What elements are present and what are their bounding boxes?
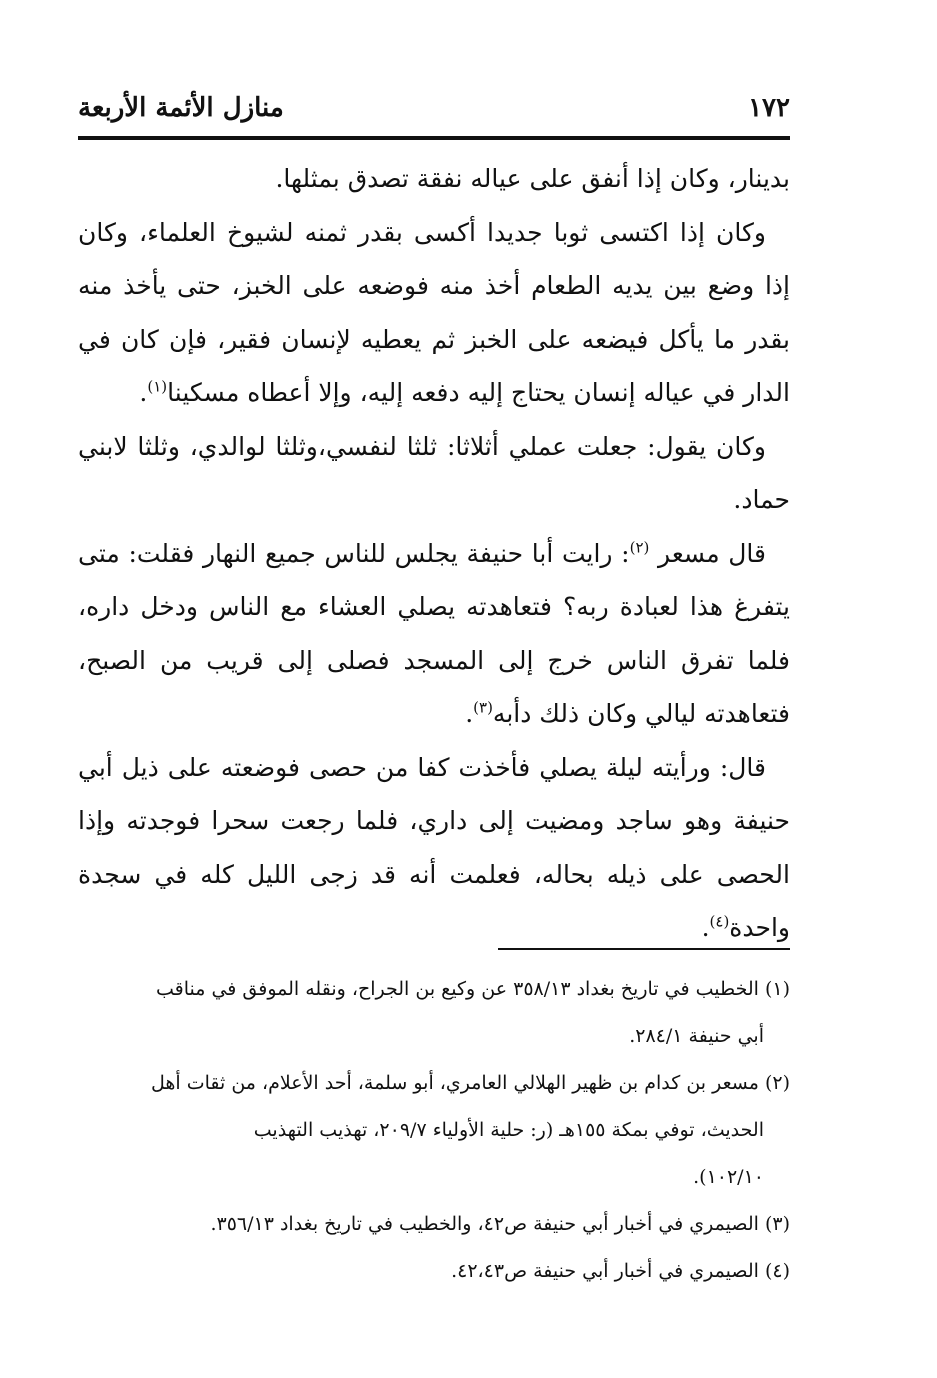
paragraph-5-text: قال: ورأيته ليلة يصلي فأخذت كفا من حصى فوضعته على ذيل أبي حنيفة وهو ساجد ومضيت إلى داري، فلما رجعت سحرا فوجدته وإذا الحصى على ذيله بحاله، فعلمت أنه قد زجى الليل كله في سجدة واحدة	[78, 752, 790, 942]
footnote-ref-1: (١)	[147, 377, 168, 396]
page-number: ١٧٢	[748, 93, 790, 123]
paragraph-2	[78, 206, 790, 420]
footnote-2	[78, 1060, 790, 1107]
footnote-1-line-2: أبي حنيفة ٢٨٤/١.	[629, 1025, 764, 1047]
footnote-3-text: (٣) الصيمري في أخبار أبي حنيفة ص٤٢، والخطيب في تاريخ بغداد ٣٥٦/١٣.	[210, 1213, 790, 1235]
paragraph-5	[78, 741, 790, 955]
footnote-1-line-1: (١) الخطيب في تاريخ بغداد ٣٥٨/١٣ عن وكيع بن الجراح، ونقله الموفق في مناقب	[155, 978, 790, 1000]
footnote-2-line-3: ١٠٢/١٠).	[693, 1166, 764, 1188]
paragraph-1	[78, 152, 790, 206]
footnote-ref-4: (٤)	[709, 912, 730, 931]
paragraph-4-start: قال مسعر	[658, 538, 766, 568]
footnote-1-continued	[78, 1013, 790, 1060]
paragraph-4-text: : رايت أبا حنيفة يجلس للناس جميع النهار فقلت: متى يتفرغ هذا لعبادة ربه؟ فتعاهدته يصلي العشاء مع الناس ودخل داره، فلما تفرق الناس خرج إلى المسجد فصلى إلى قريب من الصبح، فتعاهدته ليالي وكان ذلك دأبه	[78, 538, 790, 728]
footnote-1	[78, 966, 790, 1013]
footnote-rule	[498, 948, 790, 950]
footnote-2-line-1: (٢) مسعر بن كدام بن ظهير الهلالي العامري، أبو سلمة، أحد الأعلام، من ثقات أهل	[151, 1072, 790, 1094]
paragraph-4-end: .	[465, 699, 474, 728]
footnote-2-continued-2	[78, 1154, 790, 1201]
footnote-3	[78, 1201, 790, 1248]
footnote-ref-3: (٣)	[473, 698, 493, 717]
footnote-2-line-2: الحديث، توفي بمكة ١٥٥هـ (ر: حلية الأولياء ٢٠٩/٧، تهذيب التهذيب	[253, 1119, 764, 1141]
paragraph-1-text: بدينار، وكان إذا أنفق على عياله نفقة تصدق بمثلها.	[275, 164, 790, 193]
page-header	[78, 88, 790, 128]
main-text	[78, 152, 790, 955]
paragraph-4	[78, 527, 790, 741]
running-title: منازل الأئمة الأربعة	[78, 93, 284, 123]
paragraph-5-end: .	[701, 913, 710, 942]
footnote-4-text: (٤) الصيمري في أخبار أبي حنيفة ص٤٢،٤٣.	[451, 1260, 790, 1282]
header-rule	[78, 136, 790, 140]
paragraph-3	[78, 420, 790, 527]
paragraph-2-text: وكان إذا اكتسى ثوبا جديدا أكسى بقدر ثمنه لشيوخ العلماء، وكان إذا وضع بين يديه الطعام أخذ منه فوضعه على الخبز، حتى يأخذ منه بقدر ما يأكل فيضعه على الخبز ثم يعطيه لإنسان فقير، فإن كان في الدار في عياله إنسان يحتاج إليه دفعه إليه، وإلا أعطاه مسكينا	[78, 217, 790, 407]
footnote-2-continued	[78, 1107, 790, 1154]
footnote-4	[78, 1248, 790, 1295]
paragraph-2-end: .	[139, 378, 148, 407]
paragraph-3-text: وكان يقول: جعلت عملي أثلاثا: ثلثا لنفسي،وثلثا لوالدي، وثلثا لابني حماد.	[78, 431, 790, 514]
footnote-ref-2: (٢)	[629, 538, 650, 557]
footnotes	[78, 966, 790, 1295]
